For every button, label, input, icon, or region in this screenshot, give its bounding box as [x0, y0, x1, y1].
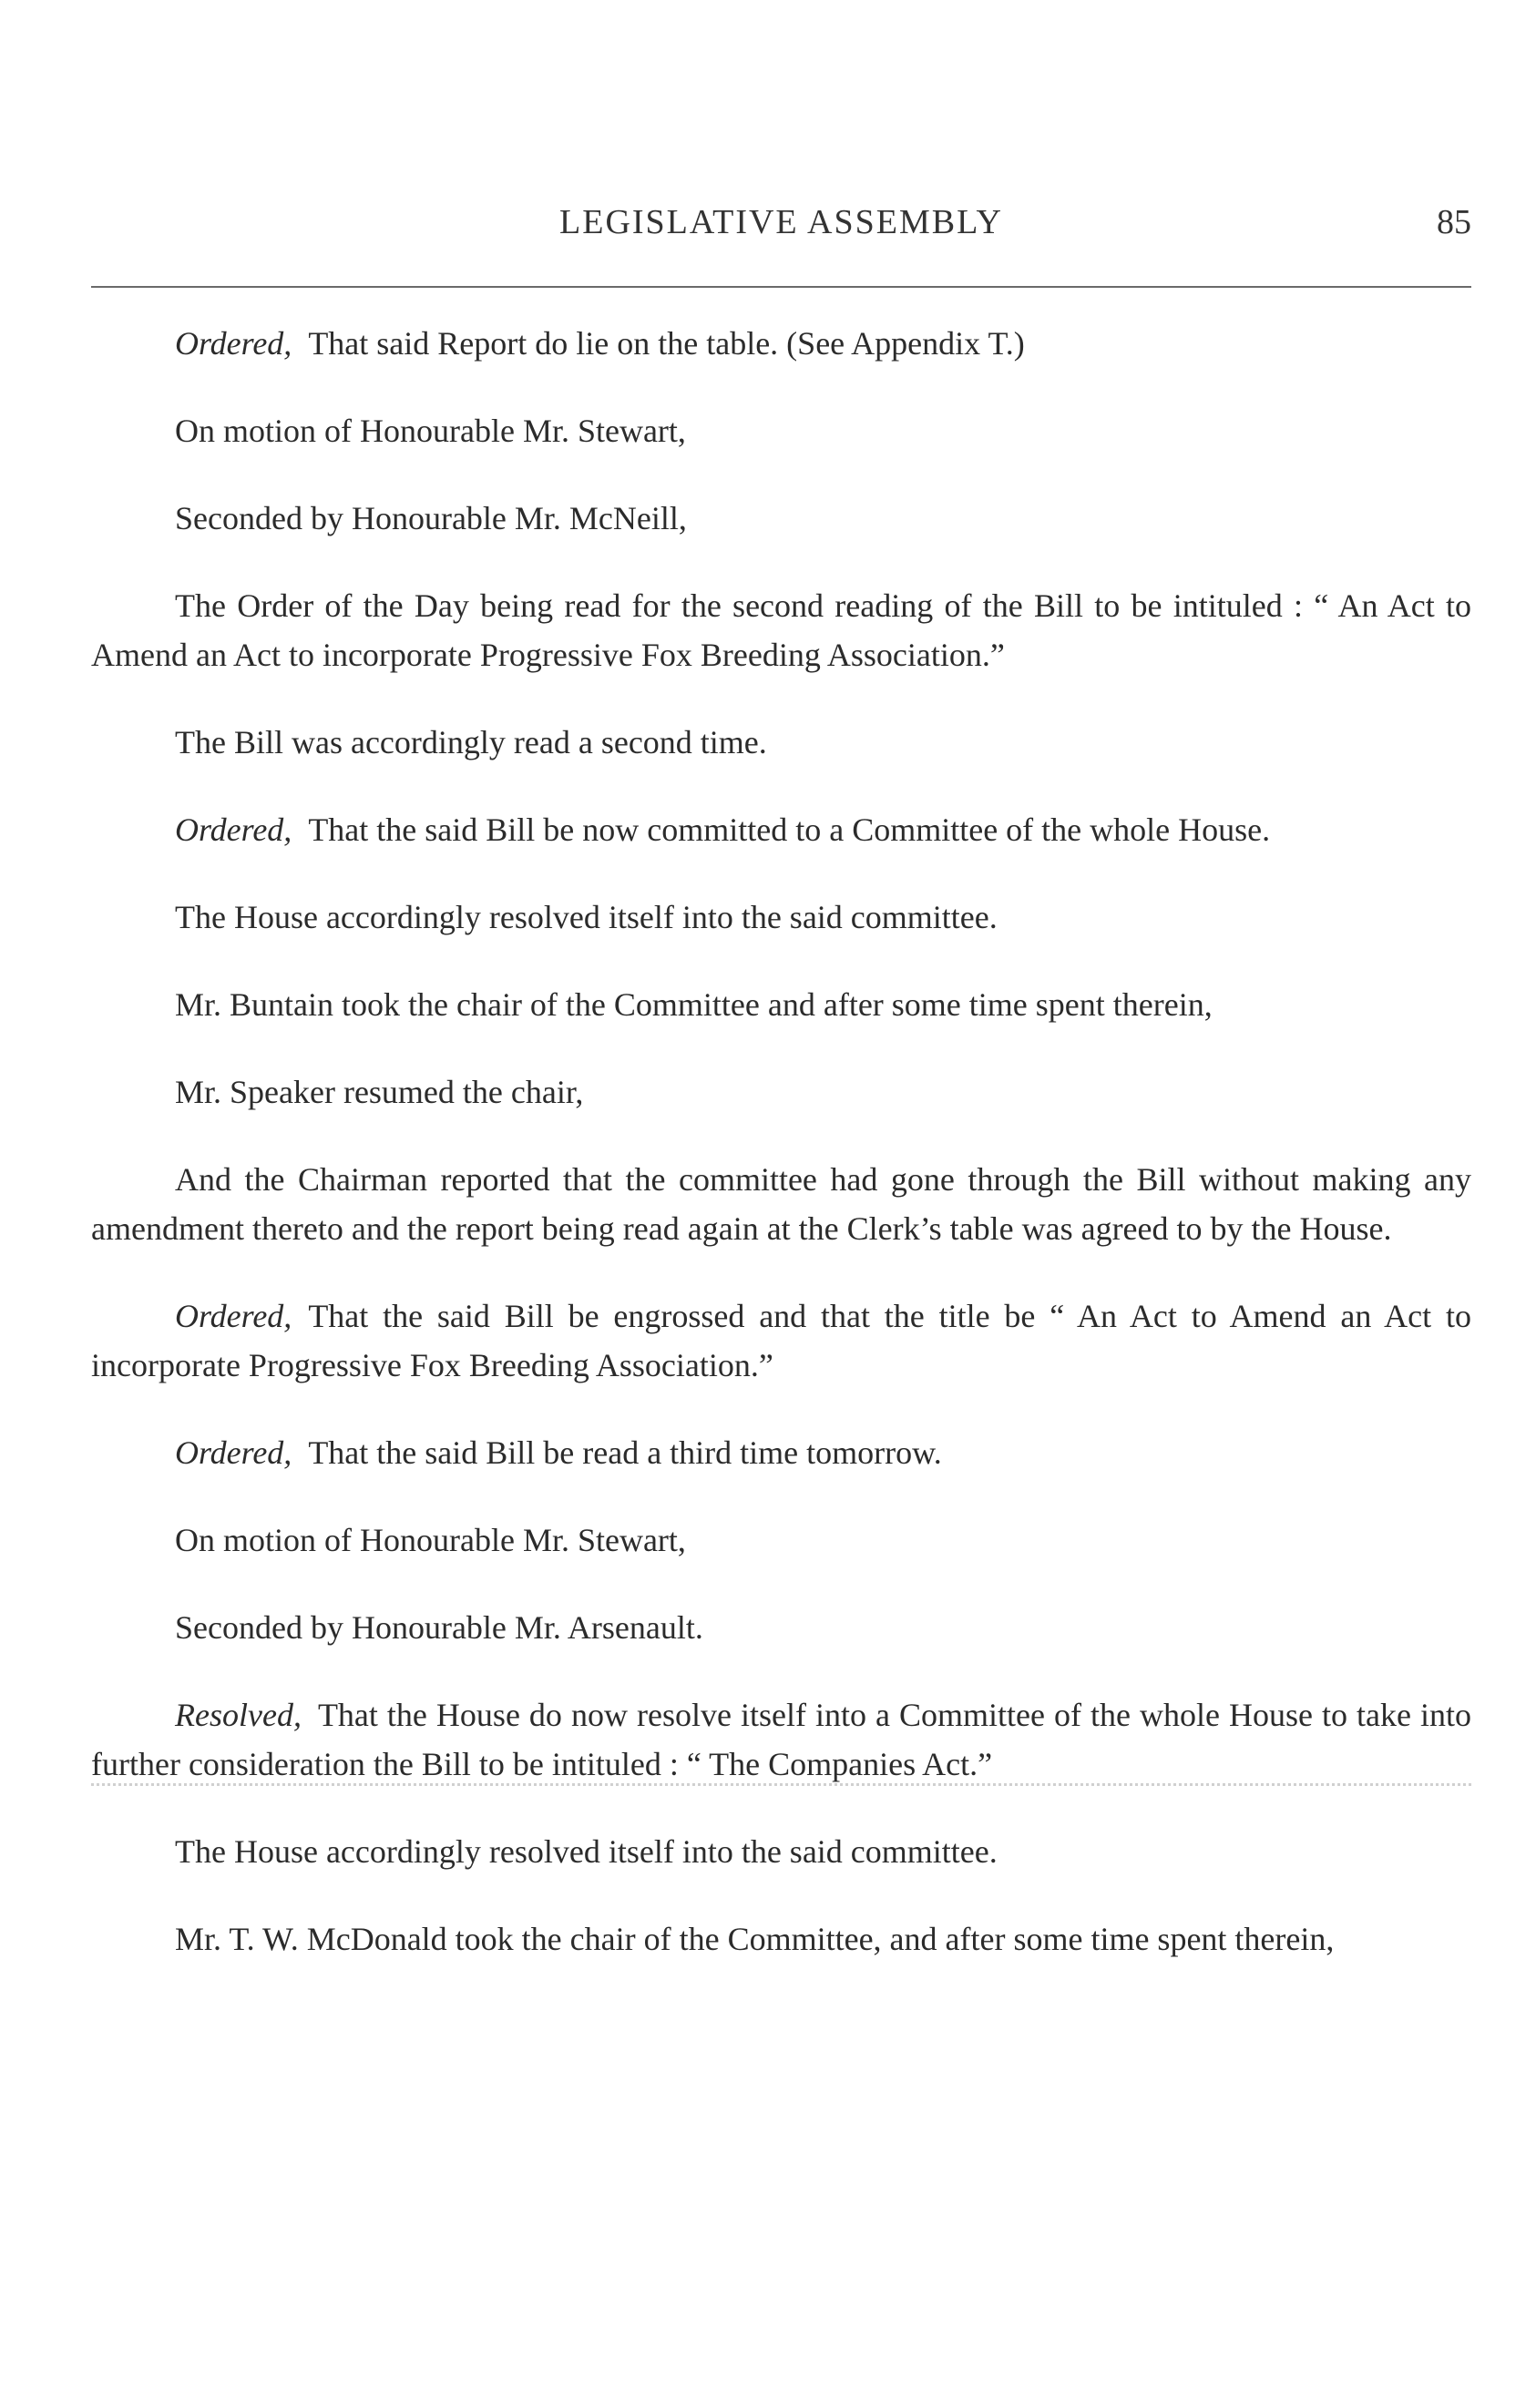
scan-dotted-line — [91, 1783, 1471, 1786]
page-number: 85 — [1437, 203, 1471, 241]
body-text — [91, 319, 1471, 2002]
paragraph-text: That the said Bill be now committed to a Committee of the whole House. — [308, 811, 1271, 848]
paragraph-text: And the Chairman reported that the committee had gone through the Bill without making any amendment thereto and the report being read again at the Clerk’s table was agreed to by the House. — [91, 1161, 1471, 1247]
paragraph-text: The House accordingly resolved itself into the said committee. — [175, 899, 998, 935]
paragraph-text: Mr. T. W. McDonald took the chair of the Committee, and after some time spent therein, — [175, 1921, 1335, 1957]
paragraph-motion — [91, 406, 1471, 455]
header-rule — [91, 286, 1471, 288]
paragraph-text: That said Report do lie on the table. (See Appendix T.) — [308, 325, 1025, 362]
paragraph-lead: Ordered, — [175, 811, 292, 848]
paragraph-seconded — [91, 494, 1471, 543]
page-header — [91, 202, 1471, 257]
paragraph-ordered-third-reading — [91, 1428, 1471, 1477]
paragraph-text: On motion of Honourable Mr. Stewart, — [175, 1522, 686, 1558]
paragraph-speaker-resumed — [91, 1067, 1471, 1117]
paragraph-text: The Bill was accordingly read a second time. — [175, 724, 767, 760]
paragraph-house-resolved-2 — [91, 1827, 1471, 1876]
paragraph-text: That the said Bill be engrossed and that the title be “ An Act to Amend an Act to incorporate Progressive Fox Breeding Association.” — [91, 1298, 1471, 1383]
paragraph-house-resolved — [91, 893, 1471, 942]
paragraph-text: Seconded by Honourable Mr. Arsenault. — [175, 1609, 703, 1646]
running-title: LEGISLATIVE ASSEMBLY — [559, 203, 1003, 241]
paragraph-chair-taken — [91, 980, 1471, 1029]
paragraph-ordered-report — [91, 319, 1471, 368]
paragraph-motion-2 — [91, 1515, 1471, 1565]
paragraph-second-reading — [91, 718, 1471, 767]
paragraph-lead: Ordered, — [175, 1298, 292, 1334]
paragraph-seconded-2 — [91, 1603, 1471, 1652]
paragraph-text: On motion of Honourable Mr. Stewart, — [175, 413, 686, 449]
paragraph-resolved — [91, 1690, 1471, 1789]
paragraph-text: The Order of the Day being read for the second reading of the Bill to be intituled : “ An Act to Amend an Act to incorporate Progressive Fox Breeding Association.” — [91, 587, 1471, 673]
paragraph-text: That the House do now resolve itself into a Committee of the whole House to take into further consideration the Bill to be intituled : “ The Companies Act.” — [91, 1697, 1471, 1782]
paragraph-lead: Ordered, — [175, 1434, 292, 1471]
paragraph-lead: Resolved, — [175, 1697, 302, 1733]
paragraph-text: Mr. Buntain took the chair of the Committee and after some time spent therein, — [175, 986, 1213, 1023]
paragraph-text: Seconded by Honourable Mr. McNeill, — [175, 500, 687, 536]
paragraph-ordered-committed — [91, 805, 1471, 854]
paragraph-lead: Ordered, — [175, 325, 292, 362]
paragraph-chairman-reported — [91, 1155, 1471, 1253]
paragraph-chair-taken-2 — [91, 1914, 1471, 1964]
paragraph-text: That the said Bill be read a third time tomorrow. — [308, 1434, 942, 1471]
paragraph-text: Mr. Speaker resumed the chair, — [175, 1074, 584, 1110]
paragraph-ordered-engrossed — [91, 1291, 1471, 1390]
paragraph-text: The House accordingly resolved itself into the said committee. — [175, 1833, 998, 1870]
paragraph-order-of-day — [91, 581, 1471, 679]
